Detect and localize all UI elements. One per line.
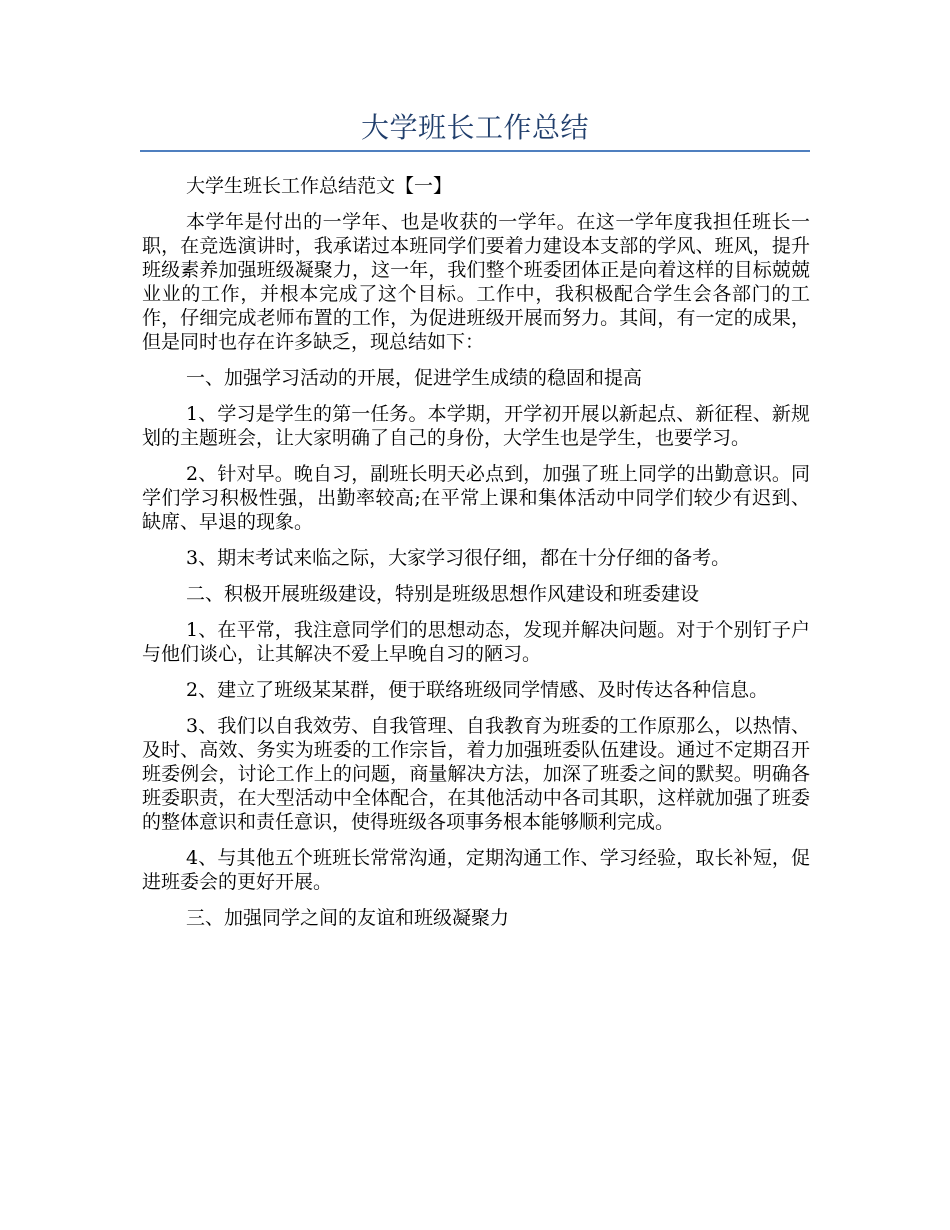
section-heading: 大学生班长工作总结范文【一】: [186, 175, 453, 197]
body-paragraph: 2、建立了班级某某群，便于联络班级同学情感、及时传达各种信息。: [186, 679, 769, 701]
body-paragraph: 2、针对早。晚自习，副班长明天必点到，加强了班上同学的出勤意识。同学们学习积极性强，出勤率较高;在平常上课和集体活动中同学们较少有迟到、缺席、早退的现象。: [142, 463, 810, 533]
body-paragraph: 1、学习是学生的第一任务。本学期，开学初开展以新起点、新征程、新规划的主题班会，让大家明确了自己的身份，大学生也是学生，也要学习。: [142, 403, 810, 449]
document-body: [142, 174, 810, 942]
body-paragraph: 本学年是付出的一学年、也是收获的一学年。在这一学年度我担任班长一职，在竞选演讲时，我承诺过本班同学们要着力建设本支部的学风、班风，提升班级素养加强班级凝聚力，这一年，我们整个班委团体正是向着这样的目标兢兢业业的工作，并根本完成了这个目标。工作中，我积极配合学生会各部门的工作，仔细完成老师布置的工作，为促进班级开展而努力。其间，有一定的成果，但是同时也存在许多缺乏，现总结如下：: [142, 211, 810, 353]
section-heading: 三、加强同学之间的友谊和班级凝聚力: [186, 907, 510, 929]
title-underline: [140, 150, 810, 152]
document-title: 大学班长工作总结: [360, 111, 589, 144]
body-paragraph: 3、期末考试来临之际，大家学习很仔细，都在十分仔细的备考。: [186, 547, 731, 569]
body-paragraph: 1、在平常，我注意同学们的思想动态，发现并解决问题。对于个别钉子户与他们谈心，让其解决不爱上早晚自习的陋习。: [142, 619, 810, 665]
section-heading: 一、加强学习活动的开展，促进学生成绩的稳固和提高: [186, 367, 643, 389]
body-paragraph: 4、与其他五个班班长常常沟通，定期沟通工作、学习经验，取长补短，促进班委会的更好开展。: [142, 847, 810, 893]
section-heading: 二、积极开展班级建设，特别是班级思想作风建设和班委建设: [186, 583, 700, 605]
body-paragraph: 3、我们以自我效劳、自我管理、自我教育为班委的工作原那么，以热情、及时、高效、务实为班委的工作宗旨，着力加强班委队伍建设。通过不定期召开班委例会，讨论工作上的问题，商量解决方法，加深了班委之间的默契。明确各班委职责，在大型活动中全体配合，在其他活动中各司其职，这样就加强了班委的整体意识和责任意识，使得班级各项事务根本能够顺利完成。: [142, 715, 810, 833]
